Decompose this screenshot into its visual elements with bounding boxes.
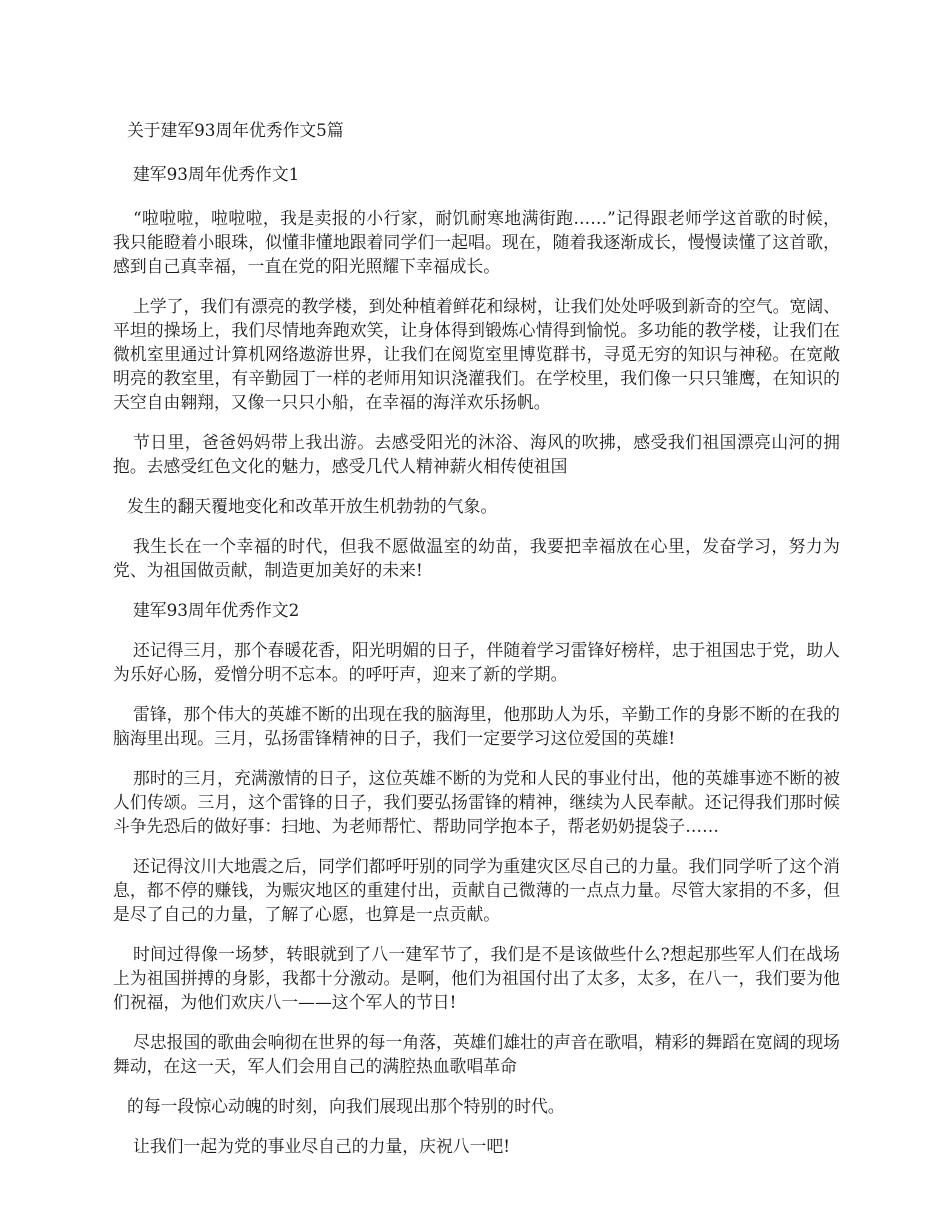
essay-2-paragraph: 雷锋，那个伟大的英雄不断的出现在我的脑海里，他那助人为乐，辛勤工作的身影不断的在我的脑海里出现。三月，弘扬雷锋精神的日子，我们一定要学习这位爱国的英雄! [113,704,840,748]
essay-1-paragraph: 发生的翻天覆地变化和改革开放生机勃勃的气象。 [127,496,498,516]
essay-2-paragraph: 那时的三月，充满激情的日子，这位英雄不断的为党和人民的事业付出，他的英雄事迹不断的被人们传颂。三月，这个雷锋的日子，我们要弘扬雷锋的精神，继续为人民奉献。还记得我们那时候斗争先恐后的做好事：扫地、为老师帮忙、帮助同学抱本子，帮老奶奶提袋子…… [113,768,840,836]
essay-1-paragraph: 我生长在一个幸福的时代，但我不愿做温室的幼苗，我要把幸福放在心里，发奋学习，努力为党、为祖国做贡献，制造更加美好的未来! [113,536,840,580]
essay-2-paragraph: 的每一段惊心动魄的时刻，向我们展现出那个特别的时代。 [127,1096,565,1116]
essay-1-heading: 建军93周年优秀作文1 [133,164,300,184]
essay-2-paragraph: 还记得汶川大地震之后，同学们都呼吁别的同学为重建灾区尽自己的力量。我们同学听了这个消息，都不停的赚钱，为赈灾地区的重建付出，贡献自己微薄的一点点力量。尽管大家捐的不多，但是尽了自己的力量，了解了心愿，也算是一点贡献。 [113,856,840,924]
essay-2-heading: 建军93周年优秀作文2 [133,600,300,620]
document-page [113,118,840,1174]
essay-1-paragraph: 节日里，爸爸妈妈带上我出游。去感受阳光的沐浴、海风的吹拂，感受我们祖国漂亮山河的拥抱。去感受红色文化的魅力，感受几代人精神薪火相传使祖国 [113,432,840,476]
essay-1-paragraph: 上学了，我们有漂亮的教学楼，到处种植着鲜花和绿树，让我们处处呼吸到新奇的空气。宽阔、平坦的操场上，我们尽情地奔跑欢笑，让身体得到锻炼心情得到愉悦。多功能的教学楼，让我们在微机室里通过计算机网络遨游世界，让我们在阅览室里博览群书，寻觅无穷的知识与神秘。在宽敞明亮的教室里，有辛勤园丁一样的老师用知识浇灌我们。在学校里，我们像一只只雏鹰，在知识的天空自由翱翔，又像一只只小船，在幸福的海洋欢乐扬帆。 [113,296,840,412]
document-title: 关于建军93周年优秀作文5篇 [127,120,344,140]
essay-1-paragraph: “啦啦啦，啦啦啦，我是卖报的小行家，耐饥耐寒地满街跑……”记得跟老师学这首歌的时候，我只能瞪着小眼珠，似懂非懂地跟着同学们一起唱。现在，随着我逐渐成长，慢慢读懂了这首歌，感到自己真幸福，一直在党的阳光照耀下幸福成长。 [113,208,840,276]
essay-2-paragraph: 让我们一起为党的事业尽自己的力量，庆祝八一吧! [133,1136,511,1156]
essay-2-paragraph: 还记得三月，那个春暖花香，阳光明媚的日子，伴随着学习雷锋好榜样，忠于祖国忠于党，助人为乐好心肠，爱憎分明不忘本。的呼吁声，迎来了新的学期。 [113,640,840,684]
essay-2-paragraph: 时间过得像一场梦，转眼就到了八一建军节了，我们是不是该做些什么?想起那些军人们在战场上为祖国拼搏的身影，我都十分激动。是啊，他们为祖国付出了太多，太多，在八一，我们要为他们祝福，为他们欢庆八一——这个军人的节日! [113,944,840,1012]
essay-2-paragraph: 尽忠报国的歌曲会响彻在世界的每一角落，英雄们雄壮的声音在歌唱，精彩的舞蹈在宽阔的现场舞动，在这一天，军人们会用自己的满腔热血歌唱革命 [113,1032,840,1076]
